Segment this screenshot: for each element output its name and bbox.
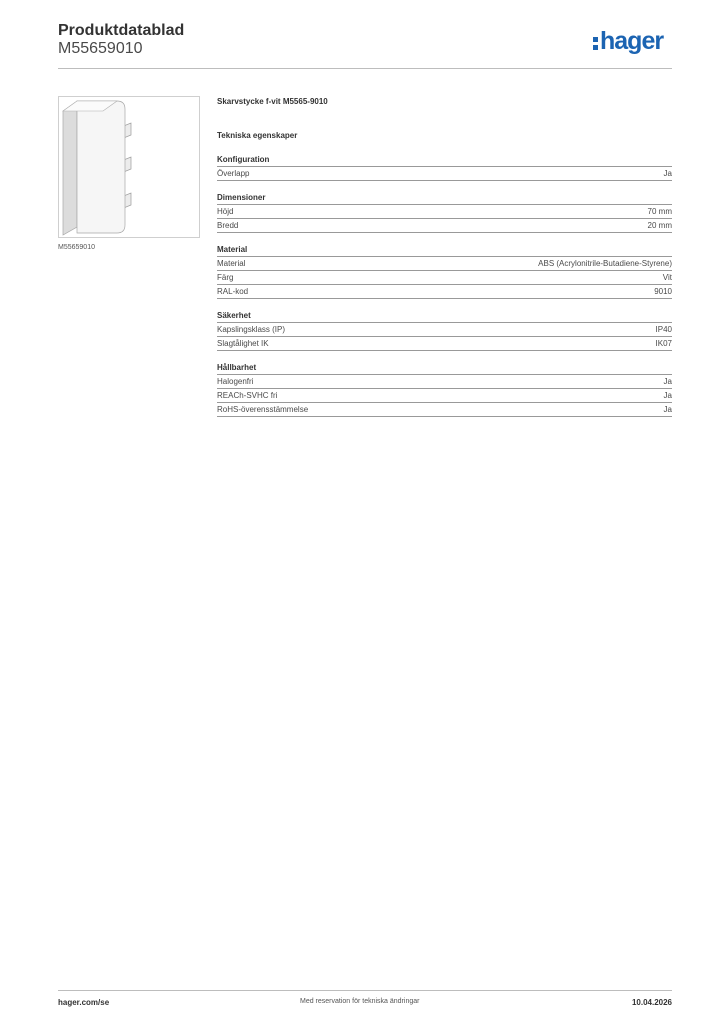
spec-label: REACh-SVHC fri: [217, 391, 278, 400]
spec-row: [217, 337, 672, 351]
spec-row: [217, 257, 672, 271]
spec-row: [217, 167, 672, 181]
spec-value: 9010: [654, 287, 672, 296]
product-name: Skarvstycke f-vit M5565-9010: [217, 97, 328, 106]
logo-dots-icon: [593, 31, 598, 51]
section-dimensioner: [217, 192, 672, 233]
spec-label: RoHS-överensstämmelse: [217, 405, 309, 414]
section-title: Material: [217, 244, 672, 257]
product-image: [58, 96, 200, 238]
spec-row: [217, 285, 672, 299]
spec-label: Kapslingsklass (IP): [217, 325, 286, 334]
footer-divider: [58, 990, 672, 991]
image-caption: M55659010: [58, 244, 95, 251]
section-title: Konfiguration: [217, 154, 672, 167]
section-sakerhet: [217, 310, 672, 351]
spec-label: Slagtålighet IK: [217, 339, 269, 348]
spec-value: ABS (Acrylonitrile-Butadiene-Styrene): [538, 259, 672, 268]
spec-label: RAL-kod: [217, 287, 249, 296]
spec-content: [217, 96, 672, 428]
section-title: Säkerhet: [217, 310, 672, 323]
footer-date: 10.04.2026: [631, 998, 672, 1007]
spec-value: IK07: [655, 339, 672, 348]
spec-value: IP40: [655, 325, 672, 334]
spec-label: Material: [217, 259, 246, 268]
spec-row: [217, 219, 672, 233]
spec-value: 70 mm: [647, 207, 672, 216]
spec-label: Överlapp: [217, 169, 250, 178]
spec-value: Ja: [663, 405, 672, 414]
spec-label: Färg: [217, 273, 234, 282]
spec-row: [217, 271, 672, 285]
footer-website-link[interactable]: hager.com/se: [58, 998, 110, 1007]
spec-label: Halogenfri: [217, 377, 254, 386]
footer-disclaimer: Med reservation för tekniska ändringar: [300, 998, 420, 1005]
spec-row: [217, 205, 672, 219]
spec-value: 20 mm: [647, 221, 672, 230]
spec-row: [217, 323, 672, 337]
section-material: [217, 244, 672, 299]
spec-value: Vit: [662, 273, 672, 282]
spec-label: Höjd: [217, 207, 234, 216]
spec-value: Ja: [663, 169, 672, 178]
spec-row: [217, 403, 672, 417]
page-title: Produktdatablad: [58, 22, 185, 39]
section-title: Dimensioner: [217, 192, 672, 205]
hager-logo[interactable]: [593, 27, 663, 56]
logo-text: hager: [600, 27, 664, 55]
header-divider: [58, 68, 672, 69]
tech-heading: Tekniska egenskaper: [217, 131, 298, 140]
section-konfiguration: [217, 154, 672, 181]
spec-value: Ja: [663, 377, 672, 386]
spec-label: Bredd: [217, 221, 239, 230]
spec-value: Ja: [663, 391, 672, 400]
joint-piece-illustration: [59, 97, 199, 237]
section-hallbarhet: [217, 362, 672, 417]
spec-row: [217, 375, 672, 389]
product-number: M55659010: [58, 40, 143, 57]
spec-row: [217, 389, 672, 403]
section-title: Hållbarhet: [217, 362, 672, 375]
